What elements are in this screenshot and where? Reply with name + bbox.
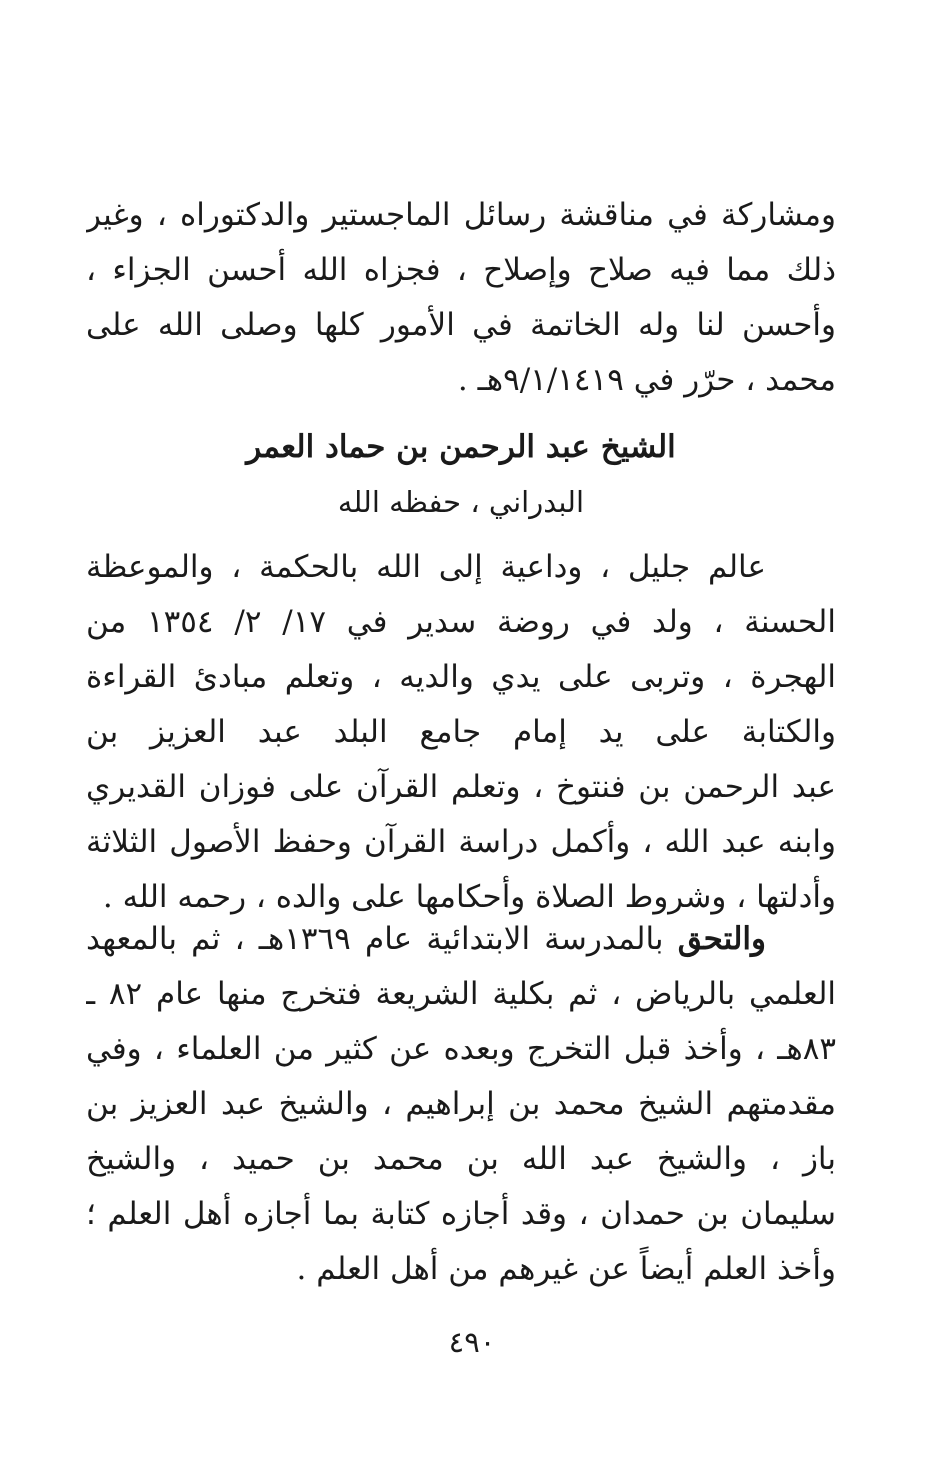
paragraph-line: سليمان بن حمدان ، وقد أجازه كتابة بما أجازه أهل العلم ؛ [86, 1196, 836, 1232]
paragraph-line: وأخذ العلم أيضاً عن غيرهم من أهل العلم . [296, 1251, 836, 1287]
paragraph-line: الحسنة ، ولد في روضة سدير في ١٧/ ٢/ ١٣٥٤ من [86, 604, 836, 640]
paragraph-line: عالم جليل ، وداعية إلى الله بالحكمة ، والموعظة [86, 549, 766, 585]
paragraph-closing [86, 188, 836, 408]
paragraph-line: باز ، والشيخ عبد الله بن محمد بن حميد ، والشيخ [86, 1141, 836, 1177]
paragraph-education [86, 912, 836, 1297]
paragraph-biography [86, 540, 836, 925]
first-line-text: بالمدرسة الابتدائية عام ١٣٦٩هـ ، ثم بالمعهد [86, 921, 678, 957]
paragraph-line: ذلك مما فيه صلاح وإصلاح ، فجزاه الله أحسن الجزاء ، [86, 252, 836, 288]
paragraph-line: وابنه عبد الله ، وأكمل دراسة القرآن وحفظ الأصول الثلاثة [86, 824, 836, 860]
paragraph-line [86, 912, 836, 967]
paragraph-line: الهجرة ، وتربى على يدي والديه ، وتعلم مبادئ القراءة [86, 659, 836, 695]
page-number: ٤٩٠ [448, 1325, 496, 1359]
paragraph-line: وأحسن لنا وله الخاتمة في الأمور كلها وصلى الله على [86, 307, 836, 343]
paragraph-line: وأدلتها ، وشروط الصلاة وأحكامها على والده ، رحمه الله . [102, 879, 836, 915]
section-heading-title: الشيخ عبد الرحمن بن حماد العمر [246, 429, 676, 465]
paragraph-line: العلمي بالرياض ، ثم بكلية الشريعة فتخرج منها عام ٨٢ ـ [86, 976, 836, 1012]
paragraph-line: محمد ، حرّر في ٩/١/١٤١٩هـ . [457, 362, 836, 398]
lead-word: والتحق [677, 921, 766, 957]
section-heading-subtitle: البدراني ، حفظه الله [337, 485, 585, 519]
paragraph-line: مقدمتهم الشيخ محمد بن إبراهيم ، والشيخ عبد العزيز بن [86, 1086, 836, 1122]
paragraph-line: ومشاركة في مناقشة رسائل الماجستير والدكتوراه ، وغير [86, 197, 836, 233]
paragraph-line: ٨٣هـ ، وأخذ قبل التخرج وبعده عن كثير من العلماء ، وفي [86, 1031, 836, 1067]
paragraph-line: عبد الرحمن بن فنتوخ ، وتعلم القرآن على فوزان القديري [86, 769, 836, 805]
paragraph-line: والكتابة على يد إمام جامع البلد عبد العزيز بن [86, 714, 836, 750]
